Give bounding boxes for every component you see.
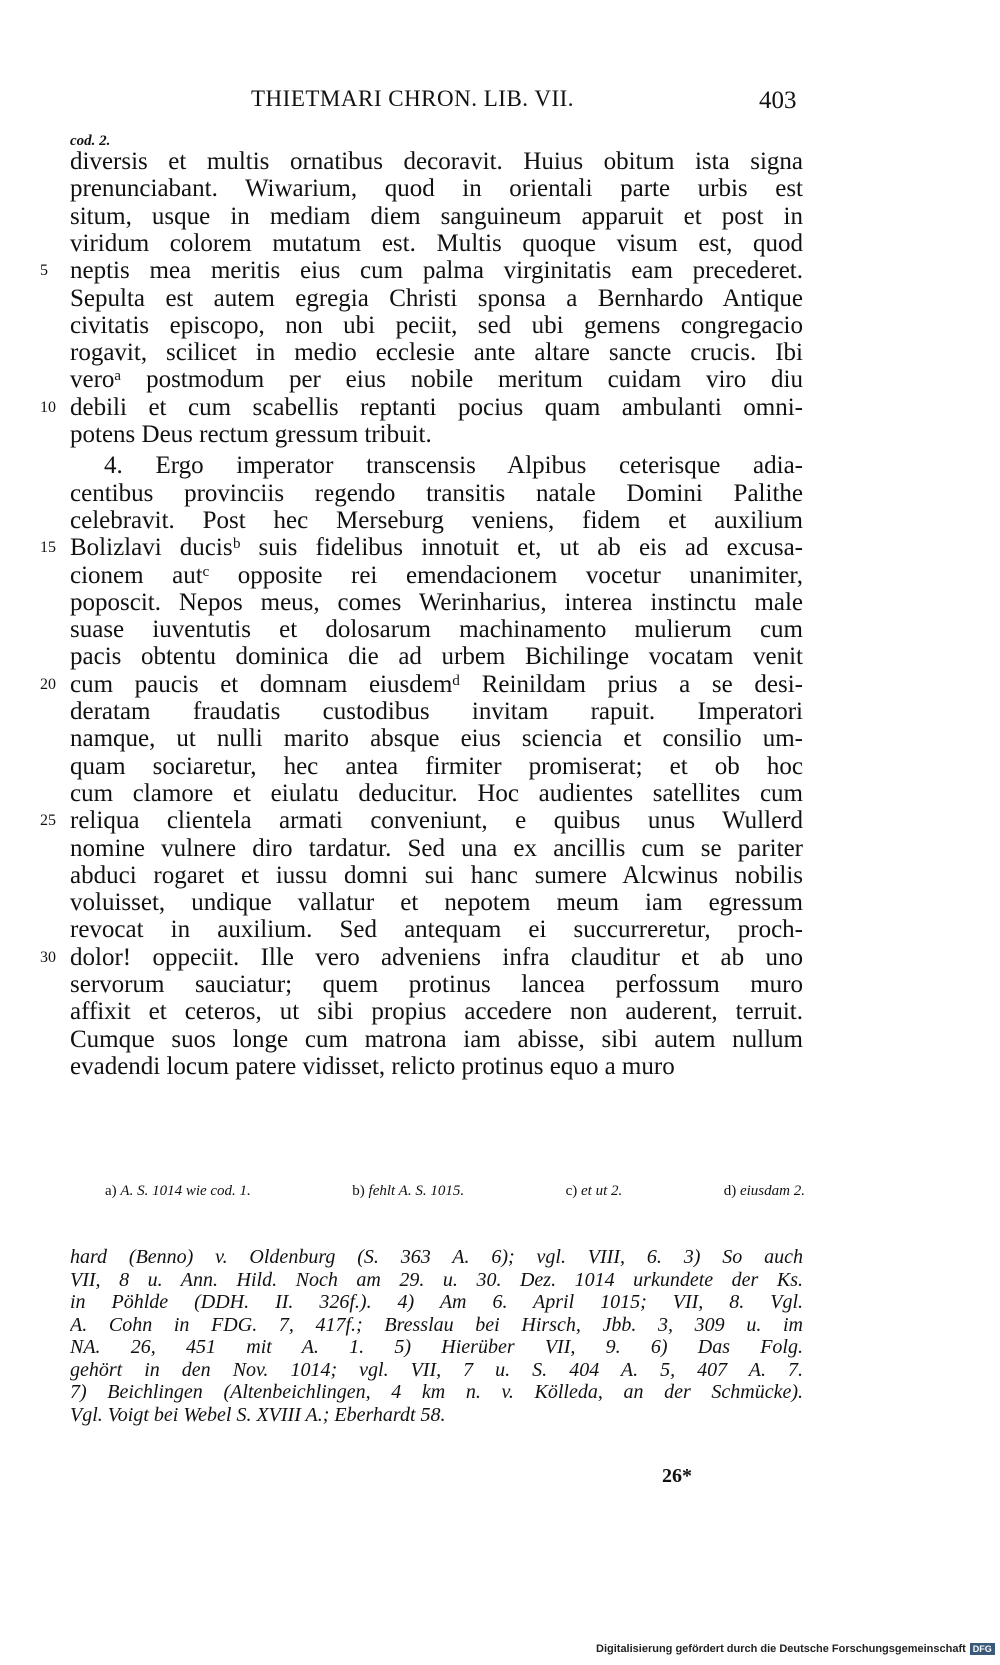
text-line: cum paucis et domnam eiusdemᵈ Reinildam prius a se desi- xyxy=(70,670,803,698)
text-line: abduci rogaret et iussu domni sui hanc sumere Alcwinus nobilis xyxy=(70,861,803,889)
dfg-logo-icon: DFG xyxy=(970,1643,995,1655)
text-line: reliqua clientela armati conveniunt, e quibus unus Wullerd xyxy=(70,807,803,835)
text-line: centibus provinciis regendo transitis natale Domini Palithe xyxy=(70,479,803,507)
digitization-credit xyxy=(596,1643,995,1655)
text-line: cionem autᶜ opposite rei emendacionem vocetur unanimiter, xyxy=(70,561,803,589)
text-line: rogavit, scilicet in medio ecclesie ante altare sancte crucis. Ibi xyxy=(70,339,803,367)
footnote-line: VII, 8 u. Ann. Hild. Noch am 29. u. 30. Dez. 1014 urkundete der Ks. xyxy=(70,1268,803,1291)
line-number: 30 xyxy=(40,948,56,966)
apparatus-note-b: b) fehlt A. S. 1015. xyxy=(352,1183,465,1199)
footnote-line: NA. 26, 451 mit A. 1. 5) Hierüber VII, 9. 6) Das Folg. xyxy=(70,1336,803,1358)
line-number: 25 xyxy=(40,812,56,830)
text-line: prenunciabant. Wiwarium, quod in orientali parte urbis est xyxy=(70,175,803,203)
codex-marginal-note: cod. 2. xyxy=(70,133,111,149)
text-line: debili et cum scabellis reptanti pocius quam ambulanti omni- xyxy=(70,393,803,421)
text-line: diversis et multis ornatibus decoravit. Huius obitum ista signa xyxy=(70,148,803,175)
text-line: evadendi locum patere vidisset, relicto protinus equo a muro xyxy=(70,1052,675,1080)
text-line: Bolizlavi ducisᵇ suis fidelibus innotuit et, ut ab eis ad excusa- xyxy=(70,534,803,562)
text-line: suase iuventutis et dolosarum machinamento mulierum cum xyxy=(70,616,803,644)
text-line: affixit et ceteros, ut sibi propius accedere non auderent, terruit. xyxy=(70,998,803,1026)
line-number: 15 xyxy=(40,539,56,557)
apparatus-note-c: c) et ut 2. xyxy=(565,1183,623,1199)
text-line: potens Deus rectum gressum tribuit. xyxy=(70,421,432,448)
footnote-line: A. Cohn in FDG. 7, 417f.; Bresslau bei Hirsch, Jbb. 3, 309 u. im xyxy=(70,1313,803,1336)
text-line: civitatis episcopo, non ubi peciit, sed ubi gemens congregacio xyxy=(70,311,803,339)
text-line: Cumque suos longe cum matrona iam abisse, sibi autem nullum xyxy=(70,1025,803,1053)
line-number: 5 xyxy=(40,262,48,280)
text-line: 4. Ergo imperator transcensis Alpibus ceterisque adia- xyxy=(104,452,803,480)
footnote-line: hard (Benno) v. Oldenburg (S. 363 A. 6); vgl. VIII, 6. 3) So auch xyxy=(70,1246,803,1268)
footnote-line: in Pöhlde (DDH. II. 326f.). 4) Am 6. April 1015; VII, 8. Vgl. xyxy=(70,1291,803,1313)
text-line: poposcit. Nepos meus, comes Werinharius, interea instinctu male xyxy=(70,588,803,616)
running-head: THIETMARI CHRON. LIB. VII. xyxy=(251,86,575,111)
credit-text: Digitalisierung gefördert durch die Deutsche Forschungsgemeinschaft xyxy=(596,1643,966,1655)
signature-mark: 26* xyxy=(662,1465,692,1487)
text-line: quam sociaretur, hec antea firmiter promiserat; et ob hoc xyxy=(70,752,803,780)
line-number: 20 xyxy=(40,675,56,693)
apparatus-note-d: d) eiusdam 2. xyxy=(723,1183,805,1199)
text-line: cum clamore et eiulatu deducitur. Hoc audientes satellites cum xyxy=(70,779,803,807)
text-line: viridum colorem mutatum est. Multis quoque visum est, quod xyxy=(70,229,803,257)
line-number: 10 xyxy=(40,398,56,416)
critical-apparatus xyxy=(105,1183,805,1200)
text-line: nomine vulnere diro tardatur. Sed una ex ancillis cum se pariter xyxy=(70,834,803,862)
text-line: pacis obtentu dominica die ad urbem Bichilinge vocatam venit xyxy=(70,643,803,671)
footnote-line: 7) Beichlingen (Altenbeichlingen, 4 km n. v. Kölleda, an der Schmücke). xyxy=(70,1381,803,1403)
text-line: situm, usque in mediam diem sanguineum apparuit et post in xyxy=(70,202,803,230)
text-line: revocat in auxilium. Sed antequam ei succurreretur, proch- xyxy=(70,916,803,944)
apparatus-note-a: a) A. S. 1014 wie cod. 1. xyxy=(105,1183,251,1199)
text-line: namque, ut nulli marito absque eius sciencia et consilio um- xyxy=(70,725,803,753)
text-line: veroᵃ postmodum per eius nobile meritum cuidam viro diu xyxy=(70,366,803,394)
text-line: servorum sauciatur; quem protinus lancea perfossum muro xyxy=(70,971,803,998)
text-line: dolor! oppeciit. Ille vero adveniens infra clauditur et ab uno xyxy=(70,943,803,971)
footnote-line: gehört in den Nov. 1014; vgl. VII, 7 u. S. 404 A. 5, 407 A. 7. xyxy=(70,1358,803,1381)
text-line: deratam fraudatis custodibus invitam rapuit. Imperatori xyxy=(70,698,803,725)
page-number: 403 xyxy=(759,87,797,114)
text-line: celebravit. Post hec Merseburg veniens, fidem et auxilium xyxy=(70,506,803,534)
text-line: Sepulta est autem egregia Christi sponsa a Bernhardo Antique xyxy=(70,284,803,312)
footnote-line: Vgl. Voigt bei Webel S. XVIII A.; Eberhardt 58. xyxy=(70,1403,446,1426)
text-line: neptis mea meritis eius cum palma virginitatis eam precederet. xyxy=(70,257,803,285)
text-line: voluisset, undique vallatur et nepotem meum iam egressum xyxy=(70,889,803,917)
